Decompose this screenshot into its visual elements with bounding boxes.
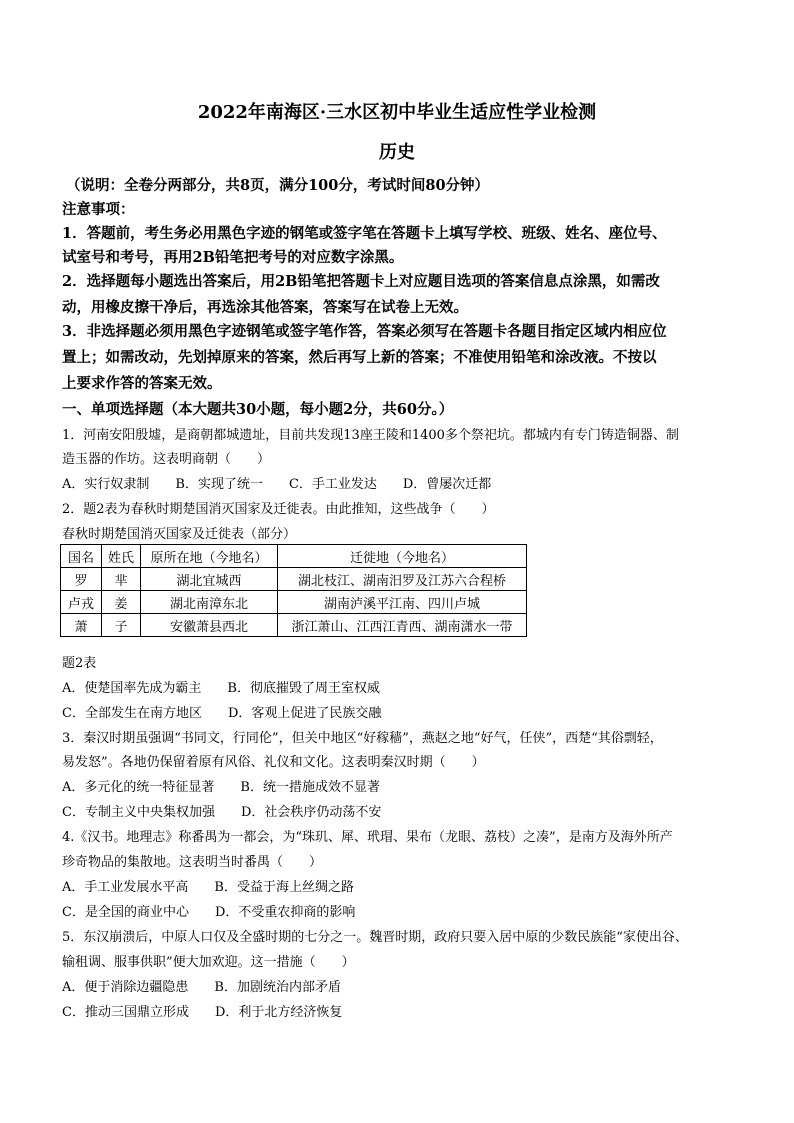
notice-line: 2．选择题每小题选出答案后，用2B铅笔把答题卡上对应题目选项的答案信息点涂黑，如需改: [62, 273, 660, 290]
table-caption: 春秋时期楚国消灭国家及迁徙表（部分）: [62, 527, 297, 542]
q2-table: [60, 544, 527, 637]
question-options: C．是全国的商业中心 D．不受重农抑商的影响: [62, 905, 356, 920]
question-stem: 易发怒”。各地仍保留着原有风俗、礼仪和文化。这表明秦汉时期（ ）: [62, 755, 485, 770]
notice-line: 1．答题前，考生务必用黑色字迹的钢笔或签字笔在答题卡上填写学校、班级、姓名、座位号、: [62, 225, 667, 242]
table-cell: 罗: [61, 568, 102, 591]
notice-line: 3．非选择题必须用黑色字迹钢笔或签字笔作答，答案必须写在答题卡各题目指定区域内相应位: [62, 323, 667, 340]
notice-header: 注意事项：: [62, 201, 135, 218]
table-row: [61, 568, 527, 591]
table-cell: 萧: [61, 614, 102, 637]
question-options: A．使楚国率先成为霸主 B．彻底摧毁了周王室权威: [62, 681, 380, 696]
table-header-cell: 姓氏: [102, 545, 141, 568]
table-cell: 湖北宜城西: [141, 568, 278, 591]
notice-line: 置上；如需改动，先划掉原来的答案，然后再写上新的答案；不准使用铅笔和涂改液。不按以: [62, 349, 657, 366]
question-stem: 2．题2表为春秋时期楚国消灭国家及迁徙表。由此推知，这些战争（ ）: [62, 502, 495, 517]
question-options: C．推动三国鼎立形成 D．利于北方经济恢复: [62, 1005, 343, 1020]
question-stem: 3．秦汉时期虽强调“书同文，行同伦”，但关中地区“好稼穑”，燕赵之地“好气，任侠”，西楚“其俗剽轻，: [62, 731, 663, 746]
question-stem: 5．东汉崩溃后，中原人口仅及全盛时期的七分之一。魏晋时期，政府只要入居中原的少数民族能“家使出谷、: [62, 930, 688, 945]
question-stem: 1．河南安阳殷墟，是商朝都城遗址，目前共发现13座王陵和1400多个祭祀坑。都城内有专门铸造铜器、制: [62, 428, 679, 443]
table-cell: 姜: [102, 591, 141, 614]
question-stem: 造玉器的作坊。这表明商朝（ ）: [62, 452, 271, 467]
exam-title: 2022年南海区·三水区初中毕业生适应性学业检测: [197, 102, 597, 123]
exam-note: （说明：全卷分两部分，共8页，满分100分，考试时间80分钟）: [66, 177, 490, 194]
question-stem: 输租调、服事供职”便大加欢迎。这一措施（ ）: [62, 955, 355, 970]
question-options: A．实行奴隶制 B．实现了统一 C．手工业发达 D．曾屡次迁都: [62, 477, 492, 492]
table-cell: 卢戎: [61, 591, 102, 614]
table-row: [61, 614, 527, 637]
table-cell: 湖北枝江、湖南汨罗及江苏六合程桥: [278, 568, 527, 591]
table-header-cell: 国名: [61, 545, 102, 568]
table-cell: 芈: [102, 568, 141, 591]
table-row: [61, 591, 527, 614]
table-cell: 湖南泸溪平江南、四川卢城: [278, 591, 527, 614]
question-stem: 珍奇物品的集散地。这表明当时番禺（ ）: [62, 855, 323, 870]
question-options: A．手工业发展水平高 B．受益于海上丝绸之路: [62, 880, 354, 895]
question-options: A．多元化的统一特征显著 B．统一措施成效不显著: [62, 780, 380, 795]
question-options: C．全部发生在南方地区 D．客观上促进了民族交融: [62, 706, 382, 721]
notice-line: 上要求作答的答案无效。: [62, 375, 222, 392]
notice-line: 试室号和考号，再用2B铅笔把考号的对应数字涂黑。: [62, 249, 404, 266]
notice-line: 动，用橡皮擦干净后，再选涂其他答案，答案写在试卷上无效。: [62, 299, 468, 316]
table-header-cell: 迁徙地（今地名）: [278, 545, 527, 568]
subject-title: 历史: [379, 142, 415, 163]
table-header-cell: 原所在地（今地名）: [141, 545, 278, 568]
table-cell: 安徽萧县西北: [141, 614, 278, 637]
table-cell: 子: [102, 614, 141, 637]
section-heading: 一、单项选择题（本大题共30小题，每小题2分，共60分。）: [62, 401, 454, 418]
question-options: A．便于消除边疆隐患 B．加剧统治内部矛盾: [62, 980, 341, 995]
table-cell: 湖北南漳东北: [141, 591, 278, 614]
question-stem: 4.《汉书。地理志》称番禺为一都会，为“珠玑、犀、玳瑁、果布（龙眼、荔枝）之凑”，是南方及海外所产: [62, 830, 673, 845]
table-label: 题2表: [62, 656, 97, 671]
question-options: C．专制主义中央集权加强 D．社会秩序仍动荡不安: [62, 805, 382, 820]
table-header-row: [61, 545, 527, 568]
table-cell: 浙江萧山、江西江青西、湖南潇水一带: [278, 614, 527, 637]
